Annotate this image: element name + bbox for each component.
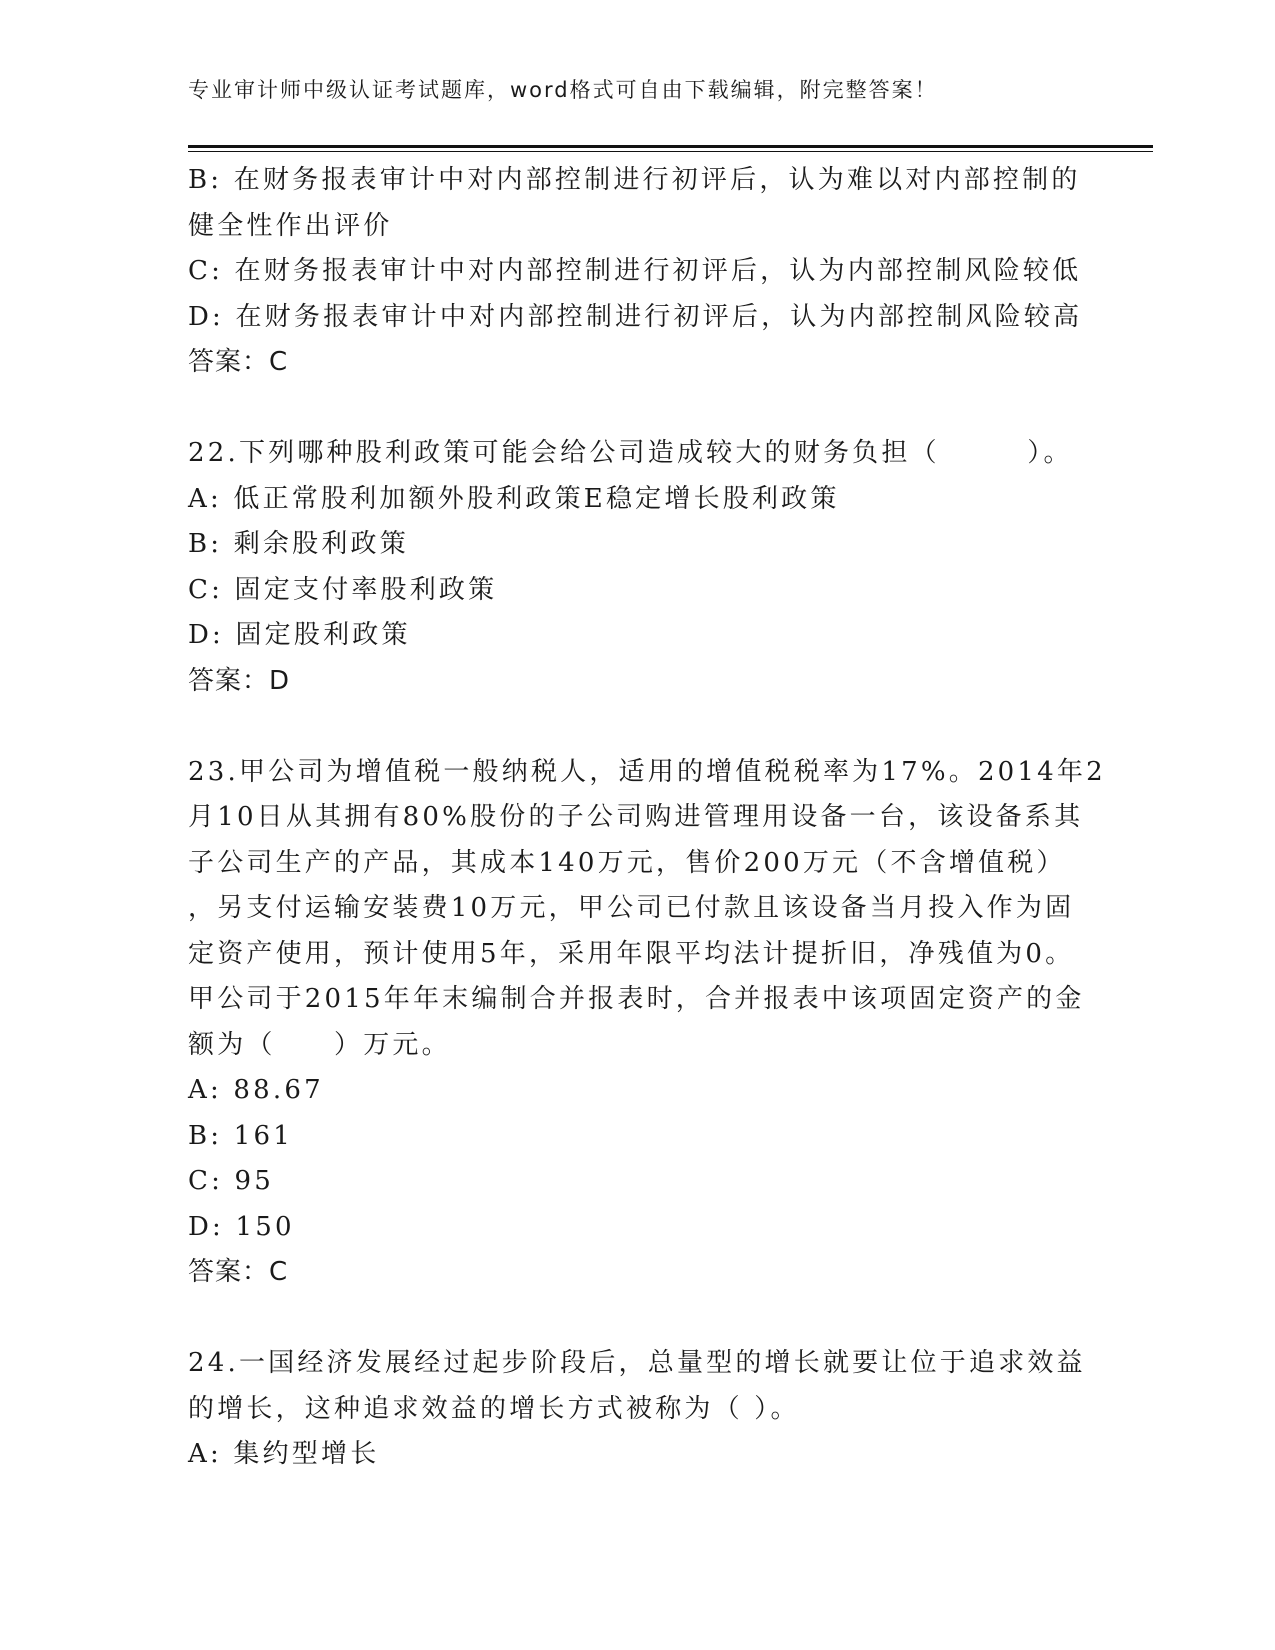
- option-a: A: 集约型增长: [188, 1439, 380, 1469]
- option-a: A: 88.67: [188, 1075, 324, 1105]
- option-b-continued: 健全性作出评价: [188, 210, 393, 241]
- option-c: C: 95: [188, 1166, 275, 1196]
- spacer: [188, 386, 1088, 432]
- option-d: D: 150: [188, 1211, 295, 1242]
- option-d: D: 固定股利政策: [188, 620, 411, 650]
- answer-22: 答案：D: [188, 665, 291, 696]
- spacer: [188, 704, 1088, 750]
- question-24-block: [188, 1341, 1088, 1478]
- question-24-text-line-2: 的增长，这种追求效益的增长方式被称为（ ）。: [188, 1393, 800, 1424]
- option-d: D: 在财务报表审计中对内部控制进行初评后，认为内部控制风险较高: [188, 301, 1083, 332]
- question-22-text: 22.下列哪种股利政策可能会给公司造成较大的财务负担（ ）。: [188, 438, 1073, 468]
- option-b: B: 剩余股利政策: [188, 529, 409, 559]
- question-23-text-line-5: 定资产使用，预计使用5年，采用年限平均法计提折旧，净残值为0。: [188, 938, 1075, 969]
- option-c: C: 在财务报表审计中对内部控制进行初评后，认为内部控制风险较低: [188, 256, 1082, 286]
- question-23-text-line-4: ，另支付运输安装费10万元，甲公司已付款且该设备当月投入作为固: [188, 893, 1075, 923]
- spacer: [188, 1296, 1088, 1342]
- question-23-text-line-1: 23.甲公司为增值税一般纳税人，适用的增值税税率为17%。2014年2: [188, 756, 1106, 787]
- question-24-text-line-1: 24.一国经济发展经过起步阶段后，总量型的增长就要让位于追求效益: [188, 1348, 1086, 1378]
- question-23-block: [188, 750, 1106, 1296]
- question-content: [188, 158, 1106, 1478]
- question-23-text-line-3: 子公司生产的产品，其成本140万元，售价200万元（不含增值税）: [188, 847, 1066, 878]
- header-rule-thin: [188, 151, 1153, 152]
- option-a: A: 低正常股利加额外股利政策E稳定增长股利政策: [188, 483, 840, 514]
- option-b: B: 161: [188, 1120, 293, 1151]
- question-23-text-line-2: 月10日从其拥有80%股份的子公司购进管理用设备一台，该设备系其: [188, 802, 1084, 832]
- question-21-block: [188, 158, 1088, 386]
- option-c: C: 固定支付率股利政策: [188, 574, 498, 605]
- answer-21: 答案：C: [188, 347, 289, 377]
- question-23-text-line-7: 额为（ ）万元。: [188, 1029, 451, 1060]
- page-header: 专业审计师中级认证考试题库，word格式可自由下载编辑，附完整答案！: [188, 78, 938, 102]
- question-22-block: [188, 431, 1088, 704]
- option-b: B: 在财务报表审计中对内部控制进行初评后，认为难以对内部控制的: [188, 165, 1081, 195]
- question-23-text-line-6: 甲公司于2015年年末编制合并报表时，合并报表中该项固定资产的金: [188, 984, 1085, 1014]
- answer-23: 答案：C: [188, 1257, 289, 1287]
- header-rule-thick: [188, 145, 1153, 148]
